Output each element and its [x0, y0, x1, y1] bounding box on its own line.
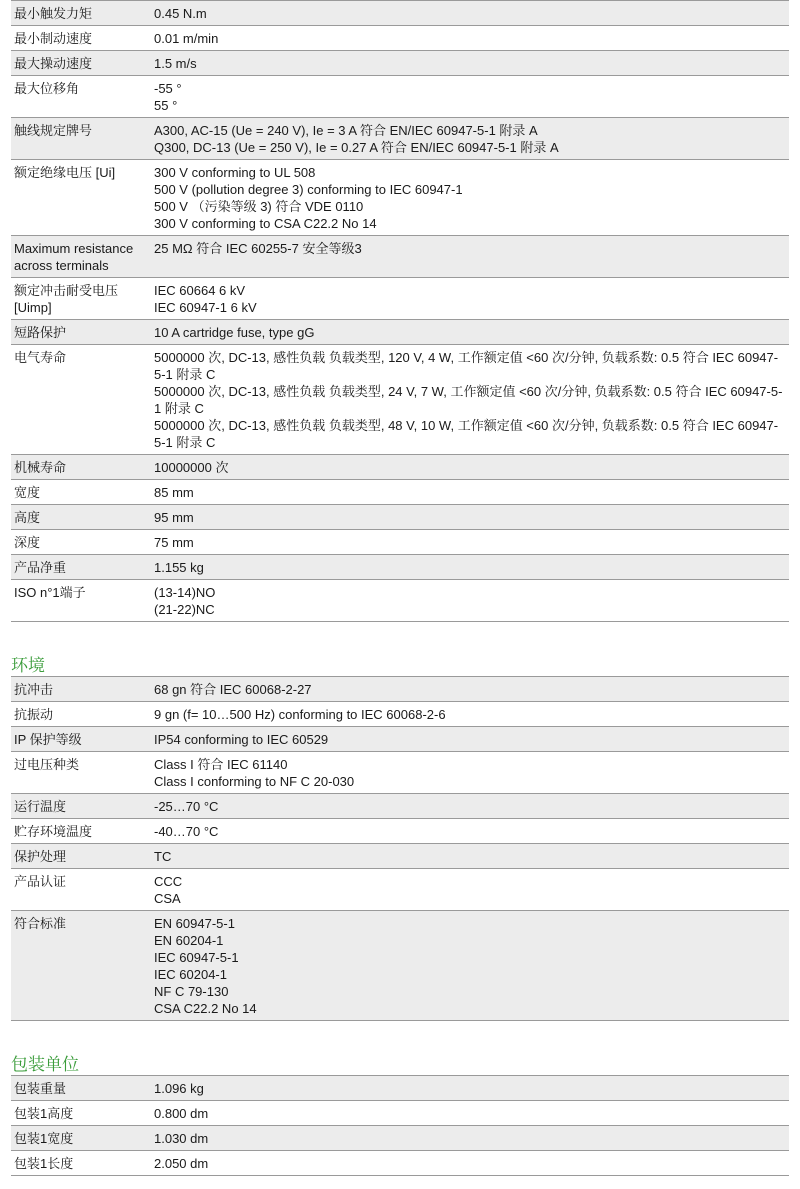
spec-label: 产品认证 — [11, 869, 151, 911]
spec-row — [11, 869, 789, 911]
spec-value: 0.45 N.m — [151, 1, 789, 26]
spec-value: 1.096 kg — [151, 1076, 789, 1101]
spec-label: 触线规定牌号 — [11, 118, 151, 160]
spec-label: 最大操动速度 — [11, 51, 151, 76]
spec-row — [11, 752, 789, 794]
spec-row — [11, 530, 789, 555]
spec-label: Maximum resistance across terminals — [11, 236, 151, 278]
spec-table-packaging — [11, 1075, 789, 1176]
spec-table-main — [11, 0, 789, 622]
spec-value: -40…70 °C — [151, 819, 789, 844]
spec-row — [11, 26, 789, 51]
spec-row — [11, 819, 789, 844]
spec-row — [11, 580, 789, 622]
spec-label: 高度 — [11, 505, 151, 530]
spec-row — [11, 160, 789, 236]
spec-value: TC — [151, 844, 789, 869]
spec-label: 抗振动 — [11, 702, 151, 727]
spec-value: 10000000 次 — [151, 455, 789, 480]
spec-row — [11, 455, 789, 480]
spec-value: 10 A cartridge fuse, type gG — [151, 320, 789, 345]
section-title-environment: 环境 — [11, 656, 45, 675]
spec-value: -25…70 °C — [151, 794, 789, 819]
spec-row — [11, 844, 789, 869]
spec-row — [11, 236, 789, 278]
spec-label: 额定绝缘电压 [Ui] — [11, 160, 151, 236]
spec-label: 包装1宽度 — [11, 1126, 151, 1151]
spec-row — [11, 345, 789, 455]
section-title-packaging: 包装单位 — [11, 1055, 79, 1074]
spec-label: ISO n°1端子 — [11, 580, 151, 622]
spec-row — [11, 727, 789, 752]
spec-value: 85 mm — [151, 480, 789, 505]
spec-row — [11, 480, 789, 505]
spec-label: 额定冲击耐受电压 [Uimp] — [11, 278, 151, 320]
spec-label: 电气寿命 — [11, 345, 151, 455]
spec-label: 包装1长度 — [11, 1151, 151, 1176]
spec-value: 9 gn (f= 10…500 Hz) conforming to IEC 60068-2-6 — [151, 702, 789, 727]
spec-label: 最大位移角 — [11, 76, 151, 118]
spec-value: (13-14)NO (21-22)NC — [151, 580, 789, 622]
spec-label: IP 保护等级 — [11, 727, 151, 752]
spec-label: 宽度 — [11, 480, 151, 505]
spec-value: A300, AC-15 (Ue = 240 V), Ie = 3 A 符合 EN/IEC 60947-5-1 附录 A Q300, DC-13 (Ue = 250 V), Ie = 0.27 A 符合 EN/IEC 60947-5-1 附录 A — [151, 118, 789, 160]
spec-label: 符合标准 — [11, 911, 151, 1021]
spec-row — [11, 555, 789, 580]
spec-value: -55 ° 55 ° — [151, 76, 789, 118]
spec-value: 5000000 次, DC-13, 感性负载 负载类型, 120 V, 4 W, 工作额定值 <60 次/分钟, 负载系数: 0.5 符合 IEC 60947-5-1 附录 C 5000000 次, DC-13, 感性负载 负载类型, 24 V, 7 W, 工作额定值 <60 次/分钟, 负载系数: 0.5 符合 IEC 60947-5-1 附录 C 5000000 次, DC-13, 感性负载 负载类型, 48 V, 10 W, 工作额定值 <60 次/分钟, 负载系数: 0.5 符合 IEC 60947-5-1 附录 C — [151, 345, 789, 455]
spec-row — [11, 702, 789, 727]
spec-value: 75 mm — [151, 530, 789, 555]
spec-value: EN 60947-5-1 EN 60204-1 IEC 60947-5-1 IEC 60204-1 NF C 79-130 CSA C22.2 No 14 — [151, 911, 789, 1021]
spec-table-environment — [11, 676, 789, 1021]
spec-row — [11, 1101, 789, 1126]
spec-row — [11, 278, 789, 320]
spec-label: 短路保护 — [11, 320, 151, 345]
spec-value: 1.155 kg — [151, 555, 789, 580]
spec-row — [11, 76, 789, 118]
spec-label: 深度 — [11, 530, 151, 555]
spec-label: 产品净重 — [11, 555, 151, 580]
spec-row — [11, 320, 789, 345]
spec-row — [11, 118, 789, 160]
spec-label: 包装重量 — [11, 1076, 151, 1101]
spec-row — [11, 51, 789, 76]
spec-row — [11, 1151, 789, 1176]
spec-label: 过电压种类 — [11, 752, 151, 794]
spec-label: 抗冲击 — [11, 677, 151, 702]
spec-row — [11, 677, 789, 702]
spec-value: Class I 符合 IEC 61140 Class I conforming to NF C 20-030 — [151, 752, 789, 794]
spec-value: 1.030 dm — [151, 1126, 789, 1151]
spec-value: CCC CSA — [151, 869, 789, 911]
spec-row — [11, 1, 789, 26]
spec-label: 包装1高度 — [11, 1101, 151, 1126]
spec-value: 0.800 dm — [151, 1101, 789, 1126]
spec-label: 保护处理 — [11, 844, 151, 869]
spec-row — [11, 1126, 789, 1151]
spec-label: 机械寿命 — [11, 455, 151, 480]
spec-value: 95 mm — [151, 505, 789, 530]
spec-value: 25 MΩ 符合 IEC 60255-7 安全等级3 — [151, 236, 789, 278]
spec-row — [11, 794, 789, 819]
spec-row — [11, 911, 789, 1021]
spec-value: IEC 60664 6 kV IEC 60947-1 6 kV — [151, 278, 789, 320]
spec-label: 运行温度 — [11, 794, 151, 819]
spec-label: 最小触发力矩 — [11, 1, 151, 26]
spec-value: 68 gn 符合 IEC 60068-2-27 — [151, 677, 789, 702]
spec-value: 2.050 dm — [151, 1151, 789, 1176]
spec-row — [11, 1076, 789, 1101]
spec-label: 贮存环境温度 — [11, 819, 151, 844]
spec-label: 最小制动速度 — [11, 26, 151, 51]
spec-value: 0.01 m/min — [151, 26, 789, 51]
spec-value: 300 V conforming to UL 508 500 V (pollution degree 3) conforming to IEC 60947-1 500 V （污染等级 3) 符合 VDE 0110 300 V conforming to CSA C22.2 No 14 — [151, 160, 789, 236]
spec-value: 1.5 m/s — [151, 51, 789, 76]
spec-value: IP54 conforming to IEC 60529 — [151, 727, 789, 752]
spec-row — [11, 505, 789, 530]
